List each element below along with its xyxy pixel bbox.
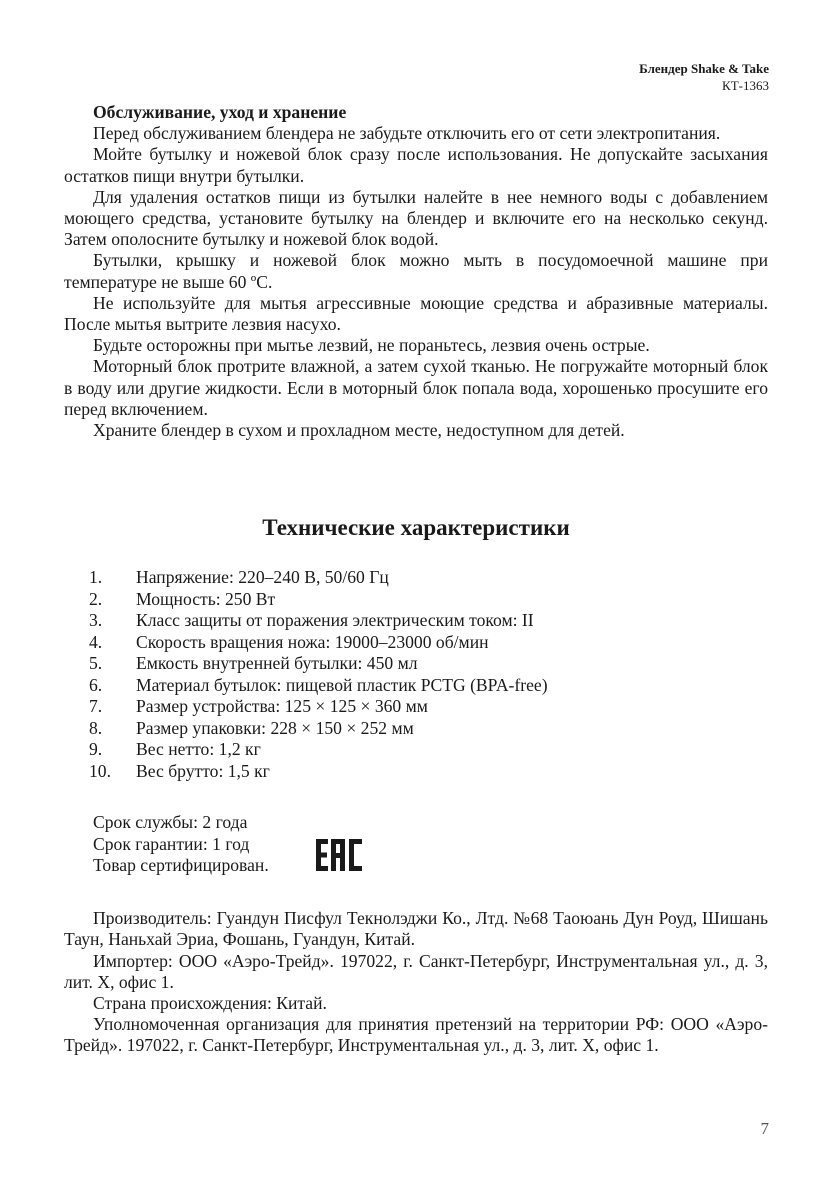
- spec-item-number: 4.: [89, 631, 103, 652]
- specs-section-title: Технические характеристики: [262, 515, 570, 541]
- certification-block: [93, 812, 768, 878]
- page-header: [639, 60, 769, 94]
- care-paragraph: Для удаления остатков пищи из бутылки налейте в нее немного воды с добавлением моющего средства, установите бутылку на блендер и включите его на несколько секунд. Затем ополосните бутылку и ножевой блок водой.: [64, 186, 768, 250]
- page-content: [64, 102, 768, 1057]
- spec-item: [89, 675, 768, 697]
- spec-item-text: Емкость внутренней бутылки: 450 мл: [136, 653, 418, 674]
- spec-item: [89, 653, 768, 675]
- origin-country: Страна происхождения: Китай.: [93, 993, 327, 1014]
- spec-item-text: Вес брутто: 1,5 кг: [136, 760, 270, 781]
- spec-item-number: 2.: [89, 588, 103, 609]
- spec-item: [89, 589, 768, 611]
- care-paragraph: Храните блендер в сухом и прохладном месте, недоступном для детей.: [93, 420, 625, 441]
- spec-item-text: Вес нетто: 1,2 кг: [136, 739, 261, 760]
- spec-item-number: 5.: [89, 653, 103, 674]
- authorized-organization: Уполномоченная организация для принятия претензий на территории РФ: ООО «Аэро-Трейд». 197022, г. Санкт-Петербург, Инструментальная ул., д. 3, лит. Х, офис 1.: [64, 1014, 768, 1056]
- care-paragraph: Перед обслуживанием блендера не забудьте отключить его от сети электропитания.: [93, 123, 721, 144]
- service-life: Срок службы: 2 года: [93, 812, 248, 833]
- care-section: [64, 102, 768, 441]
- specs-section: [64, 514, 768, 782]
- spec-list: [64, 567, 768, 782]
- spec-item-text: Материал бутылок: пищевой пластик PCTG (BPA-free): [136, 674, 548, 695]
- spec-item-number: 9.: [89, 739, 103, 760]
- spec-item: [89, 761, 768, 783]
- care-paragraph: Будьте осторожны при мытье лезвий, не пораньтесь, лезвия очень острые.: [93, 335, 650, 356]
- spec-item-text: Размер устройства: 125 × 125 × 360 мм: [136, 696, 428, 717]
- spec-item-text: Класс защиты от поражения электрическим током: II: [136, 610, 534, 631]
- spec-item: [89, 567, 768, 589]
- manufacturer-info: Производитель: Гуандун Писфул Текнолэджи Ко., Лтд. №68 Таоюань Дун Роуд, Шишань Таун, Наньхай Эриа, Фошань, Гуандун, Китай.: [64, 908, 768, 950]
- spec-item: [89, 696, 768, 718]
- spec-item-number: 6.: [89, 674, 103, 695]
- eac-mark-icon: [315, 838, 363, 872]
- spec-item-text: Скорость вращения ножа: 19000–23000 об/мин: [136, 631, 489, 652]
- spec-item: [89, 739, 768, 761]
- spec-item: [89, 632, 768, 654]
- spec-item-text: Мощность: 250 Вт: [136, 588, 276, 609]
- product-model-code: КТ-1363: [722, 78, 769, 93]
- spec-item-text: Размер упаковки: 228 × 150 × 252 мм: [136, 717, 414, 738]
- manufacturer-section: [64, 908, 768, 1056]
- spec-item-text: Напряжение: 220–240 В, 50/60 Гц: [136, 567, 389, 588]
- spec-item-number: 1.: [89, 567, 103, 588]
- spec-item-number: 10.: [89, 760, 111, 781]
- importer-info: Импортер: ООО «Аэро-Трейд». 197022, г. Санкт-Петербург, Инструментальная ул., д. 3, лит. Х, офис 1.: [64, 950, 768, 992]
- care-section-title: Обслуживание, уход и хранение: [93, 102, 347, 122]
- spec-item: [89, 610, 768, 632]
- certified-note: Товар сертифицирован.: [93, 855, 269, 876]
- spec-item-number: 7.: [89, 696, 103, 717]
- spec-item: [89, 718, 768, 740]
- care-paragraph: Не используйте для мытья агрессивные моющие средства и абразивные материалы. После мытья вытрите лезвия насухо.: [64, 292, 768, 335]
- page-number: 7: [760, 1119, 769, 1138]
- care-paragraph: Моторный блок протрите влажной, а затем сухой тканью. Не погружайте моторный блок в воду или другие жидкости. Если в моторный блок попала вода, хорошенько просушите его перед включением.: [64, 356, 768, 419]
- spec-item-number: 8.: [89, 717, 103, 738]
- product-name: Блендер Shake & Take: [639, 61, 769, 76]
- care-paragraph: Мойте бутылку и ножевой блок сразу после использования. Не допускайте засыхания остатков пищи внутри бутылки.: [64, 144, 768, 186]
- care-paragraph: Бутылки, крышку и ножевой блок можно мыть в посудомоечной машине при температуре не выше 60 ºС.: [64, 250, 768, 292]
- spec-item-number: 3.: [89, 610, 103, 631]
- warranty-period: Срок гарантии: 1 год: [93, 833, 250, 854]
